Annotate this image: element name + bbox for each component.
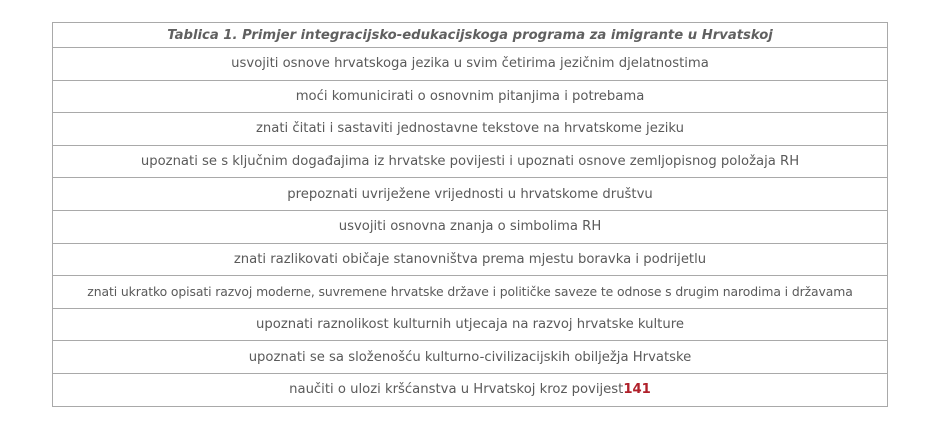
table-caption: Tablica 1. Primjer integracijsko-edukacijskoga programa za imigrante u Hrvatskoj: [53, 23, 888, 48]
table-cell: upoznati se sa složenošću kulturno-civilizacijskih obilježja Hrvatske: [53, 341, 888, 374]
footnote-link[interactable]: 141: [623, 382, 651, 398]
table-row: [53, 373, 888, 406]
table-cell: znati čitati i sastaviti jednostavne tekstove na hrvatskome jeziku: [53, 113, 888, 146]
table-row: [53, 145, 888, 178]
table-cell: znati ukratko opisati razvoj moderne, suvremene hrvatske države i političke saveze te odnose s drugim narodima i državama: [53, 276, 888, 309]
table-cell: usvojiti osnove hrvatskoga jezika u svim četirima jezičnim djelatnostima: [53, 48, 888, 81]
table-row: [53, 48, 888, 81]
table-caption-row: [53, 23, 888, 48]
table-cell: moći komunicirati o osnovnim pitanjima i potrebama: [53, 80, 888, 113]
table-row: [53, 308, 888, 341]
table-cell: prepoznati uvriježene vrijednosti u hrvatskome društvu: [53, 178, 888, 211]
table-row: [53, 341, 888, 374]
table-row: [53, 113, 888, 146]
table-cell: upoznati raznolikost kulturnih utjecaja na razvoj hrvatske kulture: [53, 308, 888, 341]
table-row: [53, 276, 888, 309]
integration-program-table-container: [52, 22, 888, 407]
integration-program-table: [52, 22, 888, 407]
table-cell-last: [53, 373, 888, 406]
table-row: [53, 80, 888, 113]
table-row: [53, 243, 888, 276]
table-cell: znati razlikovati običaje stanovništva prema mjestu boravka i podrijetlu: [53, 243, 888, 276]
table-cell: usvojiti osnovna znanja o simbolima RH: [53, 210, 888, 243]
table-cell: upoznati se s ključnim događajima iz hrvatske povijesti i upoznati osnove zemljopisnog položaja RH: [53, 145, 888, 178]
table-cell-text: naučiti o ulozi kršćanstva u Hrvatskoj kroz povijest: [289, 382, 624, 398]
table-row: [53, 210, 888, 243]
table-row: [53, 178, 888, 211]
